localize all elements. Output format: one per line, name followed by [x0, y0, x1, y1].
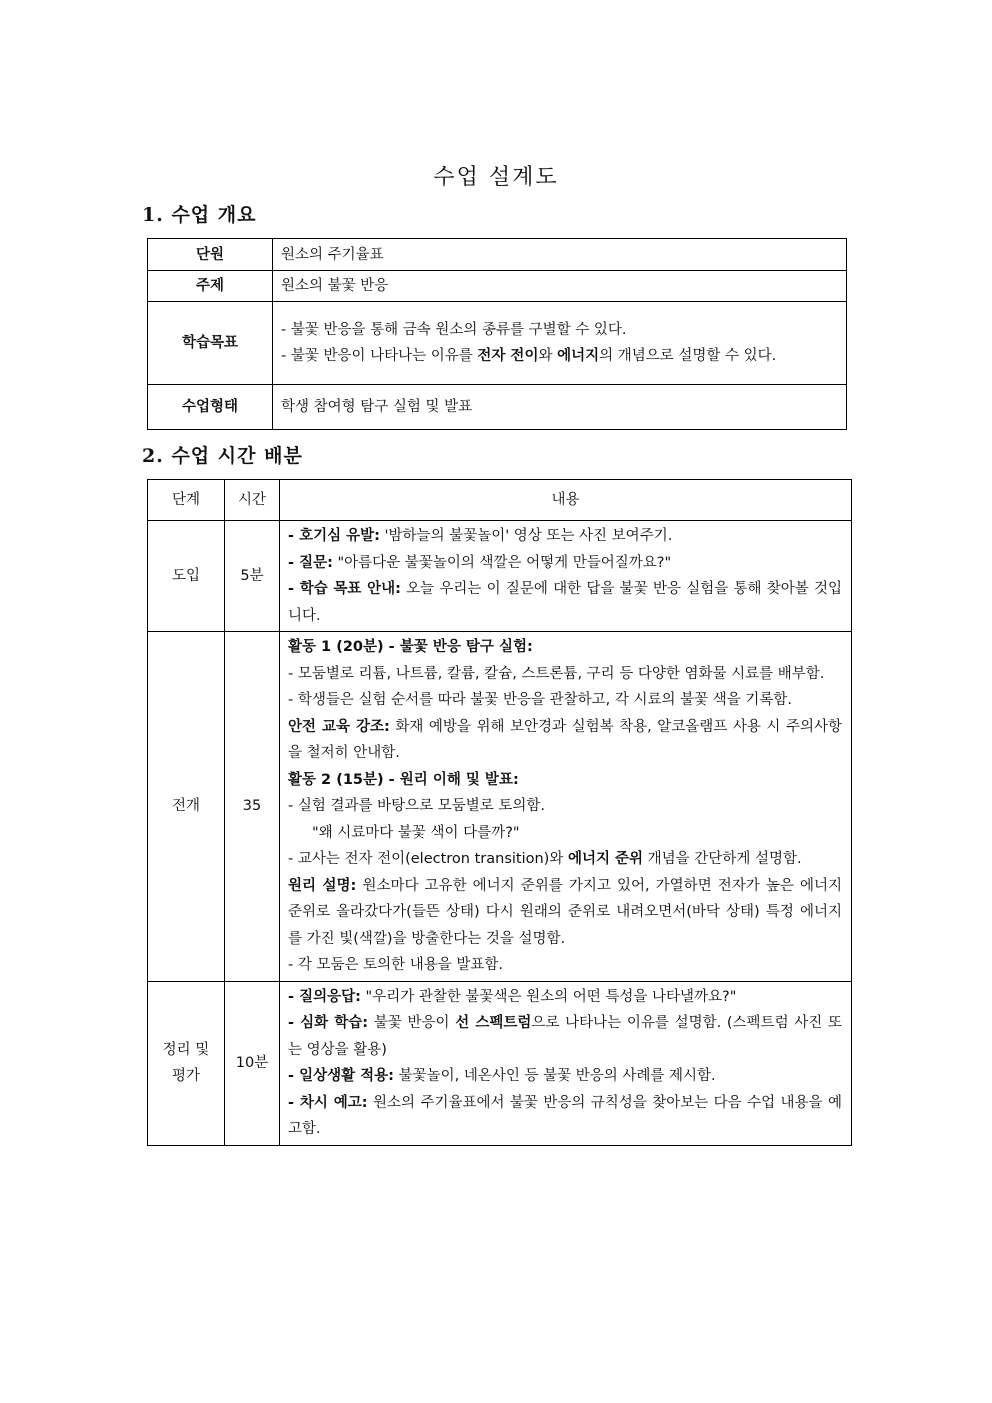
content-intro [280, 521, 852, 632]
row-label-goals: 학습목표 [148, 302, 273, 385]
overview-table [147, 238, 847, 430]
time-intro: 5분 [225, 521, 280, 632]
content-line: - 각 모둠은 토의한 내용을 발표함. [288, 957, 503, 973]
table-row [148, 239, 847, 271]
activity-title: 활동 1 (20분) - 불꽃 반응 탐구 실험: [288, 639, 533, 655]
content-line: "왜 시료마다 불꽃 색이 다를까?" [312, 824, 520, 841]
column-header-content: 내용 [280, 480, 852, 521]
goal-item: - 불꽃 반응이 나타나는 이유를 전자 전이와 에너지의 개념으로 설명할 수 있다. [281, 348, 777, 364]
table-row [148, 302, 847, 385]
content-line: - 학생들은 실험 순서를 따라 불꽃 반응을 관찰하고, 각 시료의 불꽃 색을 기록함. [288, 692, 792, 708]
content-line: - 질의응답: "우리가 관찰한 불꽃색은 원소의 어떤 특성을 나타낼까요?" [288, 988, 737, 1005]
time-develop: 35 [225, 632, 280, 982]
stage-intro: 도입 [148, 521, 225, 632]
content-line: - 일상생활 적용: 불꽃놀이, 네온사인 등 불꽃 반응의 사례를 제시함. [288, 1068, 716, 1084]
section-heading-overview: 1. 수업 개요 [142, 204, 257, 226]
content-line: - 모둠별로 리튬, 나트륨, 칼륨, 칼슘, 스트론튬, 구리 등 다양한 염화물 시료를 배부함. [288, 665, 825, 682]
table-header-row [148, 480, 852, 521]
content-line: - 심화 학습: 불꽃 반응이 선 스펙트럼으로 나타나는 이유를 설명함. (스펙트럼 사진 또는 영상을 활용) [288, 1015, 842, 1058]
page-title: 수업 설계도 [433, 165, 559, 190]
table-row [148, 632, 852, 982]
row-label-format: 수업형태 [148, 385, 273, 430]
column-header-stage: 단계 [148, 480, 225, 521]
content-line: 원리 설명: 원소마다 고유한 에너지 준위를 가지고 있어, 가열하면 전자가 높은 에너지 준위로 올라갔다가(들뜬 상태) 다시 원래의 준위로 내려오면서(바닥 상태) 특정 에너지를 가진 빛(색깔)을 방출한다는 것을 설명함. [288, 877, 842, 947]
section-heading-schedule: 2. 수업 시간 배분 [142, 445, 303, 467]
content-line: 안전 교육 강조: 화재 예방을 위해 보안경과 실험복 착용, 알코올램프 사용 시 주의사항을 철저히 안내함. [288, 718, 842, 761]
content-line: - 차시 예고: 원소의 주기율표에서 불꽃 반응의 규칙성을 찾아보는 다음 수업 내용을 예고함. [288, 1094, 842, 1137]
content-line: - 호기심 유발: '밤하늘의 불꽃놀이' 영상 또는 사진 보여주기. [288, 528, 673, 544]
table-row [148, 271, 847, 302]
row-value-topic: 원소의 불꽃 반응 [273, 271, 847, 302]
content-develop [280, 632, 852, 982]
stage-wrapup: 정리 및 평가 [148, 981, 225, 1145]
row-label-unit: 단원 [148, 239, 273, 271]
activity-title: 활동 2 (15분) - 원리 이해 및 발표: [288, 771, 519, 788]
goal-item: - 불꽃 반응을 통해 금속 원소의 종류를 구별할 수 있다. [281, 322, 627, 338]
column-header-time: 시간 [225, 480, 280, 521]
content-line: - 실험 결과를 바탕으로 모둠별로 토의함. [288, 798, 545, 814]
row-label-topic: 주제 [148, 271, 273, 302]
content-line: - 질문: "아름다운 불꽃놀이의 색깔은 어떻게 만들어질까요?" [288, 554, 672, 571]
schedule-table [147, 479, 852, 1146]
content-line: - 교사는 전자 전이(electron transition)와 에너지 준위 개념을 간단하게 설명함. [288, 851, 802, 867]
row-value-unit: 원소의 주기율표 [273, 239, 847, 271]
time-wrapup: 10분 [225, 981, 280, 1145]
row-value-format: 학생 참여형 탐구 실험 및 발표 [273, 385, 847, 430]
row-value-goals [273, 302, 847, 385]
table-row [148, 981, 852, 1145]
content-line: - 학습 목표 안내: 오늘 우리는 이 질문에 대한 답을 불꽃 반응 실험을 통해 찾아볼 것입니다. [288, 581, 842, 624]
content-wrapup [280, 981, 852, 1145]
table-row [148, 385, 847, 430]
stage-develop: 전개 [148, 632, 225, 982]
table-row [148, 521, 852, 632]
